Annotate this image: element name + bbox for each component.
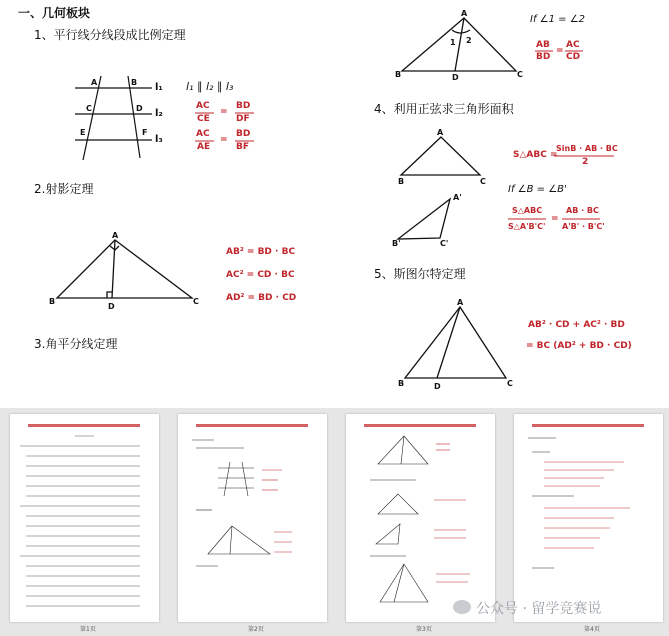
p1-den: CE [197,114,210,124]
ratio-rden: A'B' · B'C' [562,222,605,231]
label-l3: l₃ [155,134,163,145]
label-C-2: C [193,297,199,306]
topic-5-heading: 5、斯图尔特定理 [374,267,466,281]
p1-num: AC [196,101,210,111]
topic-2-heading: 2.射影定理 [34,182,94,196]
bisector-condition: If ∠1 = ∠2 [530,14,586,25]
label-D-3: D [452,73,459,82]
label-B: B [131,78,138,87]
label-l1: l₁ [155,82,163,93]
cevian-AD [437,307,460,378]
thumbnail-page-2[interactable] [178,414,327,622]
bis-num: AB [536,40,550,50]
thumbnail-page-3[interactable] [346,414,495,622]
page-number-1: 第1页 [80,626,96,633]
projection-eq-2: AC² = CD · BC [226,270,295,280]
thumbnail-page-4[interactable] [514,414,663,622]
area-den: 2 [582,157,589,167]
page-number-3: 第3页 [416,626,432,633]
projection-eq-3: AD² = BD · CD [226,293,297,303]
label-B-5: B [398,379,405,388]
bis-rnum: AC [566,40,580,50]
label-D: D [136,104,143,113]
label-A-3: A [461,9,468,18]
stewart-eq-2: = BC (AD² + BD · CD) [526,341,632,351]
topic-3-heading: 3.角平分线定理 [34,337,118,351]
ratio-num: S△ABC [512,206,543,215]
label-A-prime: A' [453,193,462,202]
label-l2: l₂ [155,108,163,119]
thumb4-content [514,414,663,622]
label-B-3: B [395,70,402,79]
section-title: 一、几何板块 [18,6,91,20]
angle-1-label: 1 [450,38,456,47]
label-C-prime: C' [440,239,449,248]
p1-rnum: BD [236,101,251,111]
watermark-text: 公众号 · 留学竞赛说 [476,601,602,617]
label-A-5: A [457,298,464,307]
thumb1-toc-lines [10,414,159,622]
projection-eq-1: AB² = BD · BC [226,247,296,257]
p2-num: AC [196,129,210,139]
area-lhs: S△ABC = [513,150,558,160]
bis-den: BD [536,52,551,62]
page-number-4: 第4页 [584,626,600,633]
thumbnail-page-1[interactable] [10,414,159,622]
label-C-5: C [507,379,513,388]
ratio-rnum: AB · BC [566,206,599,215]
label-D-2: D [108,302,115,311]
label-F: F [142,128,148,137]
p2-rden: BF [236,142,250,152]
topic-1-heading: 1、平行线分线段成比例定理 [34,28,186,42]
topic-4-heading: 4、利用正弦求三角形面积 [374,102,514,116]
angle-2-label: 2 [466,36,472,45]
label-B-4: B [398,177,405,186]
p2-rnum: BD [236,129,251,139]
thumb2-content [178,414,327,622]
bis-rden: CD [566,52,581,62]
label-E: E [80,128,86,137]
label-A-2: A [112,231,119,240]
parallel-statement: l₁ ∥ l₂ ∥ l₃ [186,80,234,93]
p1-rden: DF [236,114,250,124]
label-A-4: A [437,128,444,137]
label-C: C [86,104,92,113]
label-B-prime: B' [392,239,401,248]
ratio-den: S△A'B'C' [508,222,546,231]
page-number-2: 第2页 [248,626,264,633]
angle-condition: If ∠B = ∠B' [508,184,567,195]
stewart-eq-1: AB² · CD + AC² · BD [528,320,625,330]
p2-den: AE [197,142,211,152]
thumb3-content [346,414,495,622]
label-D-5: D [434,382,441,391]
area-num: SinB · AB · BC [556,144,618,153]
label-C-3: C [517,70,523,79]
label-A: A [91,78,98,87]
label-C-4: C [480,177,486,186]
wechat-icon [453,600,471,614]
label-B-2: B [49,297,56,306]
